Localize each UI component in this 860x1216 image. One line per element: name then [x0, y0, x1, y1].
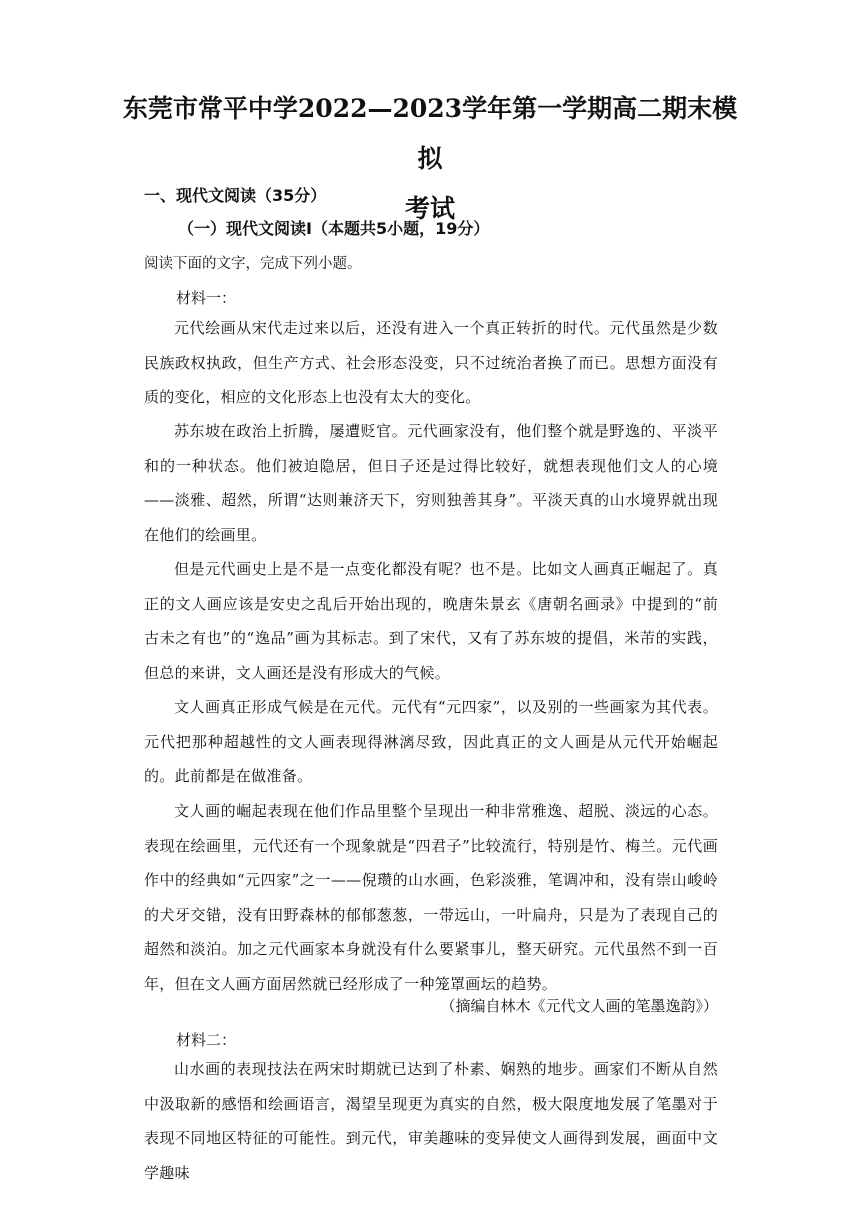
material-1-paragraph-4: 文人画真正形成气候是在元代。元代有“元四家”，以及别的一些画家为其代表。元代把那种超越性的文人画表现得淋漓尽致，因此真正的文人画是从元代开始崛起的。此前都是在做准备。 [144, 698, 718, 786]
subsection-heading: （一）现代文阅读Ⅰ（本题共5小题，19分） [178, 219, 490, 238]
material-1-label: 材料一： [176, 289, 237, 307]
title-line-1: 东莞市常平中学2022—2023学年第一学期高二期末模拟 [122, 94, 738, 173]
material-1-paragraph-5: 文人画的崛起表现在他们作品里整个呈现出一种非常雅逸、超脱、淡远的心态。表现在绘画里，元代还有一个现象就是“四君子”比较流行，特别是竹、梅兰。元代画作中的经典如“元四家”之一——倪瓒的山水画，色彩淡雅，笔调冲和，没有崇山峻岭的犬牙交错，没有田野森林的郁郁葱葱，一带远山，一叶扁舟，只是为了表现自己的超然和淡泊。加之元代画家本身就没有什么要紧事儿，整天研究。元代虽然不到一百年，但在文人画方面居然就已经形成了一种笼罩画坛的趋势。 [144, 802, 718, 993]
material-1-paragraph-2: 苏东坡在政治上折腾，屡遭贬官。元代画家没有，他们整个就是野逸的、平淡平和的一种状态。他们被迫隐居，但日子还是过得比较好，就想表现他们文人的心境——淡雅、超然，所谓“达则兼济天下，穷则独善其身”。平淡天真的山水境界就出现在他们的绘画里。 [144, 422, 718, 544]
reading-instruction: 阅读下面的文字，完成下列小题。 [144, 256, 362, 272]
material-1-paragraph-1: 元代绘画从宋代走过来以后，还没有进入一个真正转折的时代。元代虽然是少数民族政权执政，但生产方式、社会形态没变，只不过统治者换了而已。思想方面没有质的变化，相应的文化形态上也没有太大的变化。 [144, 319, 718, 407]
material-1-paragraph-3: 但是元代画史上是不是一点变化都没有呢？也不是。比如文人画真正崛起了。真正的文人画应该是安史之乱后开始出现的，晚唐朱景玄《唐朝名画录》中提到的“前古未之有也”的“逸品”画为其标志。到了宋代，又有了苏东坡的提倡，米芾的实践，但总的来讲，文人画还是没有形成大的气候。 [144, 560, 718, 682]
material-2-label: 材料二： [176, 1031, 237, 1049]
section-heading: 一、现代文阅读（35分） [144, 186, 327, 205]
document-title [120, 84, 740, 234]
title-line-2: 考试 [404, 194, 455, 223]
material-1-source: （摘编自林木《元代文人画的笔墨逸韵》） [440, 997, 718, 1015]
material-2-paragraph-1: 山水画的表现技法在两宋时期就已达到了朴素、娴熟的地步。画家们不断从自然中汲取新的感悟和绘画语言，渴望呈现更为真实的自然，极大限度地发展了笔墨对于表现不同地区特征的可能性。到元代，审美趣味的变异使文人画得到发展，画面中文学趣味 [144, 1060, 718, 1182]
